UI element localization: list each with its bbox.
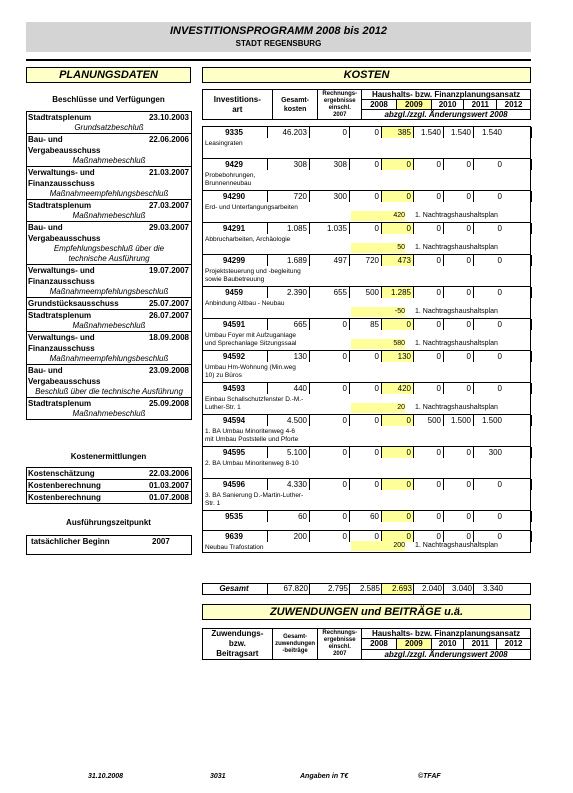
entry-value: 0 — [374, 448, 379, 457]
change-label: 1. Nachtragshaushaltsplan — [415, 340, 498, 347]
change-value: 200 — [351, 541, 405, 551]
decision-type: Beschluß über die technische Ausführung — [35, 387, 183, 396]
entry-value: 0 — [406, 320, 411, 329]
change-label: 1. Nachtragshaushaltsplan — [415, 542, 498, 549]
cost-estimate-row — [27, 468, 191, 479]
entry-value: 60 — [298, 512, 307, 521]
entry-value: 720 — [293, 192, 307, 201]
footer-date: 31.10.2008 — [88, 773, 124, 780]
total-value: 3.340 — [473, 584, 503, 594]
cost-estimate-row — [27, 479, 191, 491]
planungsdaten-title: PLANUNGSDATEN — [26, 67, 191, 83]
change-value: 20 — [351, 403, 405, 413]
page-header — [26, 22, 531, 52]
total-value: 2.693 — [381, 584, 412, 594]
year-2011: 2011 — [464, 100, 497, 110]
cost-entry — [202, 254, 531, 286]
cost-estimate-label: Kostenberechnung — [28, 481, 101, 490]
decision-date: 21.03.2007 — [148, 168, 189, 177]
entry-value: 0 — [497, 192, 502, 201]
zuw-year-2010: 2010 — [431, 639, 464, 649]
entry-value: 0 — [466, 512, 471, 521]
change-label: 1. Nachtragshaushaltsplan — [415, 244, 498, 251]
entry-label: Probebohrungen, Brunnenneubau — [205, 172, 256, 187]
entry-value: 0 — [466, 352, 471, 361]
entry-code: 94593 — [222, 384, 246, 393]
entry-value: 0 — [342, 512, 347, 521]
cost-entry — [202, 382, 531, 414]
entry-value: 0 — [436, 224, 441, 233]
entry-value: 130 — [293, 352, 307, 361]
change-label: 1. Nachtragshaushaltsplan — [415, 404, 498, 411]
change-note — [349, 339, 530, 349]
entry-code: 94596 — [222, 480, 246, 489]
cost-estimates-title: Kostenermittlungen — [70, 452, 147, 461]
page-title: INVESTITIONSPROGRAMM 2008 bis 2012 — [169, 25, 387, 37]
entry-value: 1.285 — [390, 288, 411, 297]
entry-value: 0 — [374, 480, 379, 489]
kosten-entries — [202, 126, 531, 552]
entry-value: 0 — [406, 532, 411, 541]
cost-entry — [202, 318, 531, 350]
zuw-aenderungswert: abzgl./zzgl. Änderungswert 2008 — [362, 649, 531, 659]
total-row — [202, 583, 531, 595]
entry-value: 0 — [374, 128, 379, 137]
entry-value: 0 — [497, 532, 502, 541]
entry-value: 720 — [365, 256, 379, 265]
entry-value: 0 — [342, 416, 347, 425]
entry-value: 420 — [397, 384, 411, 393]
cost-estimate-date: 01.03.2007 — [148, 481, 189, 490]
entry-value: 2.390 — [286, 288, 307, 297]
entry-value: 0 — [374, 416, 379, 425]
entry-value: 4.330 — [286, 480, 307, 489]
entry-value: 497 — [333, 256, 347, 265]
decision-label: Stadtratsplenum — [28, 113, 92, 122]
total-value: 3.040 — [443, 584, 472, 594]
entry-value: 0 — [436, 512, 441, 521]
decision-row — [27, 221, 191, 244]
entry-value: 0 — [436, 256, 441, 265]
entry-value: 0 — [497, 256, 502, 265]
total-value: 67.820 — [267, 584, 308, 594]
entry-value: 0 — [436, 532, 441, 541]
entry-code: 94594 — [222, 416, 246, 425]
value-row — [203, 255, 530, 266]
footer-brand: ©TFAF — [418, 773, 441, 780]
entry-value: 1.540 — [420, 128, 441, 137]
cost-entry — [202, 510, 531, 530]
decision-label: Stadtratsplenum — [28, 311, 92, 320]
total-label: Gesamt — [219, 584, 249, 593]
change-label: 1. Nachtragshaushaltsplan — [415, 308, 498, 315]
entry-value: 665 — [293, 320, 307, 329]
decision-date: 19.07.2007 — [148, 266, 189, 275]
decision-label: Stadtratsplenum — [28, 201, 92, 210]
entry-label: Erd- und Unterfangungsarbeiten — [205, 204, 298, 211]
decision-label: Bau- und Vergabeausschuss — [28, 366, 101, 386]
entry-value: 0 — [406, 224, 411, 233]
zuw-col-haushalt: Haushalts- bzw. Finanzplanungsansatz — [362, 629, 531, 639]
entry-code: 94291 — [222, 224, 246, 233]
cost-entry — [202, 286, 531, 318]
entry-code: 9459 — [225, 288, 243, 297]
page-subtitle: STADT REGENSBURG — [235, 39, 322, 48]
entry-value: 0 — [466, 384, 471, 393]
cost-entry — [202, 222, 531, 254]
zuwendungen-title: ZUWENDUNGEN und BEITRÄGE u.ä. — [202, 604, 531, 620]
entry-value: 308 — [293, 160, 307, 169]
total-value: 2.040 — [413, 584, 442, 594]
change-value: 420 — [351, 211, 405, 221]
change-note — [349, 307, 530, 317]
entry-value: 1.500 — [450, 416, 471, 425]
entry-value: 0 — [466, 532, 471, 541]
execution-label: tatsächlicher Beginn — [31, 537, 110, 546]
entry-label: Projektsteuerung und -begleitung sowie Baubetreuung — [205, 268, 301, 283]
zuw-year-2011: 2011 — [464, 639, 497, 649]
entry-value: 0 — [342, 352, 347, 361]
entry-value: 0 — [374, 224, 379, 233]
decision-label: Bau- und Vergabeausschuss — [28, 223, 101, 243]
entry-value: 0 — [436, 160, 441, 169]
entry-value: 385 — [397, 128, 411, 137]
decision-date: 18.09.2008 — [148, 333, 189, 342]
entry-value: 0 — [497, 288, 502, 297]
entry-value: 46.203 — [282, 128, 307, 137]
decision-date: 29.03.2007 — [148, 223, 189, 232]
entry-code: 9335 — [225, 128, 243, 137]
cost-estimate-date: 01.07.2008 — [148, 493, 189, 502]
entry-code: 9639 — [225, 532, 243, 541]
col-haushalt: Haushalts- bzw. Finanzplanungsansatz — [362, 90, 531, 100]
entry-value: 0 — [374, 192, 379, 201]
entry-value: 0 — [374, 532, 379, 541]
zuw-year-2012: 2012 — [497, 639, 531, 649]
entry-value: 0 — [466, 256, 471, 265]
cost-entry — [202, 158, 531, 190]
value-row — [203, 511, 530, 522]
cost-entry — [202, 414, 531, 446]
col-gesamtkosten: Gesamt- kosten — [272, 90, 318, 120]
decision-label: Grundstücksausschuss — [28, 299, 119, 308]
change-note — [349, 243, 530, 253]
decision-date: 23.09.2008 — [148, 366, 189, 375]
decision-row — [27, 309, 191, 321]
entry-label: Anbindung Altbau - Neubau — [205, 300, 285, 307]
entry-value: 5.100 — [286, 448, 307, 457]
entry-value: 0 — [436, 480, 441, 489]
entry-value: 300 — [488, 448, 502, 457]
entry-value: 1.689 — [286, 256, 307, 265]
change-value: -50 — [351, 307, 405, 317]
cost-estimates-list — [26, 467, 192, 504]
entry-code: 94290 — [222, 192, 246, 201]
decision-date: 22.06.2006 — [148, 135, 189, 144]
entry-value: 0 — [374, 352, 379, 361]
value-row — [203, 319, 530, 330]
decision-type: Maßnahmebeschluß — [72, 321, 146, 330]
entry-value: 1.540 — [481, 128, 502, 137]
decision-type: Maßnahmebeschluß — [72, 156, 146, 165]
entry-value: 500 — [427, 416, 441, 425]
entry-value: 0 — [466, 224, 471, 233]
change-note — [349, 541, 530, 551]
decision-row — [27, 364, 191, 387]
entry-value: 0 — [436, 288, 441, 297]
value-row — [203, 479, 530, 490]
entry-value: 500 — [365, 288, 379, 297]
decision-type: Maßnahmeempfehlungsbeschluß — [49, 354, 169, 363]
zuwendungen-table — [202, 628, 531, 660]
entry-value: 0 — [406, 480, 411, 489]
decision-row — [27, 166, 191, 189]
kosten-header-table — [202, 89, 531, 120]
entry-value: 0 — [497, 384, 502, 393]
zuw-col-art: Zuwendungs- bzw. Beitragsart — [203, 629, 273, 660]
decision-row — [27, 112, 191, 123]
entry-label: Einbau Schallschutzfenster D.-M.- Luther-Str. 1 — [205, 396, 304, 411]
entry-label: Abbrucharbeiten, Archäologie — [205, 236, 291, 243]
cost-entry — [202, 190, 531, 222]
decision-label: Stadtratsplenum — [28, 399, 92, 408]
decision-label: Verwaltungs- und Finanzausschuss — [28, 266, 95, 286]
entry-value: 4.500 — [286, 416, 307, 425]
decision-row — [27, 199, 191, 211]
entry-value: 0 — [497, 480, 502, 489]
entry-value: 0 — [436, 192, 441, 201]
year-2008: 2008 — [362, 100, 397, 110]
decision-date: 23.10.2003 — [148, 113, 189, 122]
entry-value: 1.540 — [450, 128, 471, 137]
entries-bottom-rule — [202, 552, 531, 553]
entry-value: 1.035 — [326, 224, 347, 233]
entry-value: 0 — [406, 160, 411, 169]
value-row — [203, 159, 530, 170]
entry-value: 440 — [293, 384, 307, 393]
decision-date: 27.03.2007 — [148, 201, 189, 210]
decision-row — [27, 133, 191, 156]
decision-row — [27, 331, 191, 354]
entry-code: 94595 — [222, 448, 246, 457]
decision-type: Maßnahmeempfehlungsbeschluß — [49, 287, 169, 296]
entry-value: 0 — [436, 352, 441, 361]
value-row — [203, 223, 530, 234]
entry-code: 94591 — [222, 320, 246, 329]
entry-value: 473 — [397, 256, 411, 265]
entry-value: 0 — [342, 320, 347, 329]
col-rechnungsergebnisse: Rechnungs- ergebnisse einschl. 2007 — [318, 90, 362, 120]
entry-value: 0 — [406, 192, 411, 201]
cost-estimate-label: Kostenberechnung — [28, 493, 101, 502]
footer-unit: Angaben in T€ — [300, 773, 349, 780]
entry-code: 9429 — [225, 160, 243, 169]
cost-estimate-label: Kostenschätzung — [28, 469, 95, 478]
entry-value: 0 — [374, 160, 379, 169]
decision-date: 25.09.2008 — [148, 399, 189, 408]
entry-value: 0 — [466, 448, 471, 457]
decision-type: Maßnahmebeschluß — [72, 211, 146, 220]
cost-entry — [202, 530, 531, 552]
change-note — [349, 211, 530, 221]
entry-value: 0 — [466, 480, 471, 489]
value-row — [203, 415, 530, 426]
entry-value: 0 — [466, 192, 471, 201]
entry-value: 200 — [293, 532, 307, 541]
entry-value: 0 — [342, 128, 347, 137]
zuw-col-rech: Rechnungs- ergebnisse einschl. 2007 — [318, 629, 362, 660]
entry-code: 94592 — [222, 352, 246, 361]
entry-value: 1.500 — [481, 416, 502, 425]
value-row — [203, 351, 530, 362]
entry-label: 3. BA Sanierung D.-Martin-Luther- Str. 1 — [205, 492, 304, 507]
decision-label: Verwaltungs- und Finanzausschuss — [28, 168, 95, 188]
entry-value: 0 — [497, 352, 502, 361]
value-row — [203, 447, 530, 458]
entry-label: Umbau Foyer mit Aufzuganlage und Sprechanlage Sitzungssaal — [205, 332, 297, 347]
execution-value: 2007 — [152, 537, 170, 546]
zuw-year-2009: 2009 — [396, 639, 431, 649]
cost-estimate-row — [27, 491, 191, 503]
entry-label: Umbau Hm-Wohnung (Min.weg 10) zu Büros — [205, 364, 296, 379]
decision-row — [27, 297, 191, 309]
value-row — [203, 383, 530, 394]
entry-value: 0 — [497, 512, 502, 521]
cost-entry — [202, 126, 531, 158]
entry-label: 1. BA Umbau Minoritenweg 4-6 mit Umbau Poststelle und Pforte — [205, 428, 299, 443]
zuw-year-2008: 2008 — [362, 639, 397, 649]
entry-value: 0 — [497, 160, 502, 169]
entry-value: 0 — [342, 532, 347, 541]
decision-type: Grundsatzbeschluß — [74, 123, 144, 132]
year-2012: 2012 — [497, 100, 531, 110]
entry-value: 0 — [406, 448, 411, 457]
entry-value: 0 — [342, 480, 347, 489]
year-2010: 2010 — [431, 100, 464, 110]
entry-value: 60 — [370, 512, 379, 521]
execution-row — [27, 536, 191, 547]
cost-entry — [202, 478, 531, 510]
entry-value: 0 — [466, 320, 471, 329]
value-row — [203, 287, 530, 298]
cost-estimate-date: 22.03.2006 — [148, 469, 189, 478]
decision-date: 26.07.2007 — [148, 311, 189, 320]
change-value: 580 — [351, 339, 405, 349]
entry-value: 0 — [342, 448, 347, 457]
year-2009: 2009 — [396, 100, 431, 110]
value-row — [203, 127, 530, 138]
footer-number: 3031 — [210, 773, 226, 780]
entry-value: 300 — [333, 192, 347, 201]
entry-label: Leasingraten — [205, 140, 243, 147]
decision-type: Empfehlungsbeschluß über die technische Ausführung — [53, 244, 165, 263]
change-label: 1. Nachtragshaushaltsplan — [415, 212, 498, 219]
value-row — [203, 191, 530, 202]
entry-value: 1.085 — [286, 224, 307, 233]
entry-value: 0 — [374, 384, 379, 393]
decision-label: Bau- und Vergabeausschuss — [28, 135, 101, 155]
entry-value: 0 — [342, 384, 347, 393]
entry-label: 2. BA Umbau Minoritenweg 8-10 — [205, 460, 299, 467]
entry-label: Neubau Trafostation — [205, 544, 264, 551]
decision-row — [27, 264, 191, 287]
divider — [26, 59, 531, 61]
decision-label: Verwaltungs- und Finanzausschuss — [28, 333, 95, 353]
entry-value: 0 — [466, 288, 471, 297]
aenderungswert-label: abzgl./zzgl. Änderungswert 2008 — [362, 110, 531, 120]
entry-value: 130 — [397, 352, 411, 361]
entry-value: 0 — [497, 320, 502, 329]
zuw-col-gesamt: Gesamt- zuwendungen -beiträge — [272, 629, 318, 660]
total-value: 2.585 — [349, 584, 380, 594]
decision-type: Maßnahmeempfehlungsbeschluß — [49, 189, 169, 198]
entry-value: 0 — [436, 320, 441, 329]
entry-value: 308 — [333, 160, 347, 169]
decision-row — [27, 397, 191, 409]
entry-value: 85 — [370, 320, 379, 329]
decisions-list — [26, 111, 192, 420]
change-note — [349, 403, 530, 413]
entry-value: 0 — [436, 384, 441, 393]
entry-value: 0 — [497, 224, 502, 233]
decision-type: Maßnahmebeschluß — [72, 409, 146, 418]
entry-code: 9535 — [225, 512, 243, 521]
change-value: 50 — [351, 243, 405, 253]
cost-entry — [202, 350, 531, 382]
entry-value: 0 — [436, 448, 441, 457]
decisions-title: Beschlüsse und Verfügungen — [52, 95, 165, 104]
entry-value: 655 — [333, 288, 347, 297]
cost-entry — [202, 446, 531, 478]
kosten-title: KOSTEN — [202, 67, 531, 83]
col-investitionsart: Investitions- art — [203, 90, 273, 120]
execution-title: Ausführungszeitpunkt — [66, 518, 151, 527]
execution-box — [26, 535, 192, 555]
entry-value: 0 — [406, 416, 411, 425]
entry-code: 94299 — [222, 256, 246, 265]
total-value: 2.795 — [309, 584, 348, 594]
entry-value: 0 — [406, 512, 411, 521]
entry-value: 0 — [466, 160, 471, 169]
decision-date: 25.07.2007 — [148, 299, 189, 308]
